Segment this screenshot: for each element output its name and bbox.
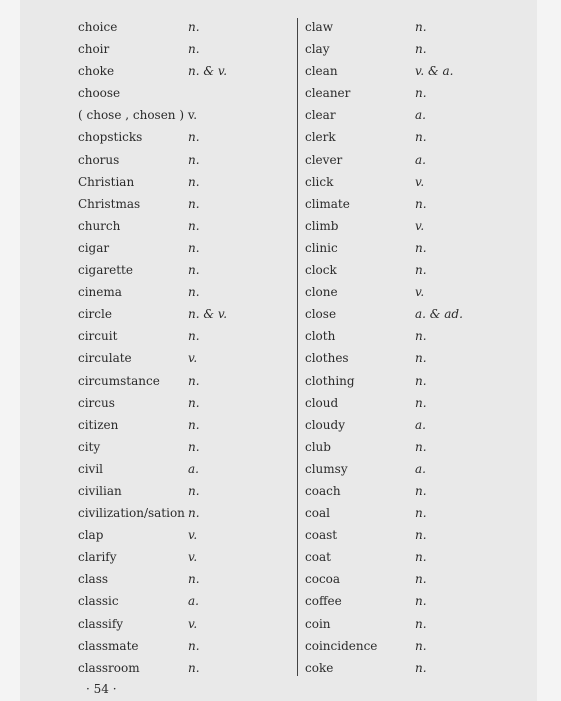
entry-part-of-speech: n. xyxy=(415,20,427,34)
entry-part-of-speech: v. xyxy=(188,528,198,543)
entry-part-of-speech: n. xyxy=(188,439,200,454)
entry-word: chorus xyxy=(78,152,120,167)
entry-part-of-speech: n. xyxy=(188,218,200,233)
entry-word: choice xyxy=(78,20,118,34)
entry-part-of-speech: v. xyxy=(415,218,425,233)
entry-word: coal xyxy=(305,506,330,521)
entry-part-of-speech: n. xyxy=(415,528,427,543)
entry-word: climb xyxy=(305,218,339,233)
entry-word: choir xyxy=(78,42,110,57)
entry-part-of-speech: v. xyxy=(188,351,198,366)
entry-part-of-speech: n. xyxy=(415,395,427,410)
entry-part-of-speech: n. xyxy=(188,417,200,432)
entry-part-of-speech: n. & v. xyxy=(188,64,228,79)
entry-word: civilian xyxy=(78,483,122,498)
entry-word: classmate xyxy=(78,638,139,653)
entry-part-of-speech: n. xyxy=(415,616,427,631)
entry-part-of-speech: a. xyxy=(415,152,426,167)
entry-part-of-speech: n. xyxy=(188,373,200,388)
entry-part-of-speech: a. xyxy=(188,461,199,476)
entry-part-of-speech: n. xyxy=(188,152,200,167)
entry-part-of-speech: n. xyxy=(188,196,200,211)
entry-word: clarify xyxy=(78,550,117,565)
entry-word: clear xyxy=(305,108,336,123)
entry-part-of-speech: n. xyxy=(188,572,200,587)
entry-word: climate xyxy=(305,196,350,211)
entry-part-of-speech: n. xyxy=(188,285,200,300)
entry-part-of-speech: v. xyxy=(188,550,198,565)
entry-part-of-speech: n. xyxy=(415,263,427,278)
entry-word: class xyxy=(78,572,109,587)
entry-word: clinic xyxy=(305,240,338,255)
dictionary-page xyxy=(20,0,537,701)
entry-word: circulate xyxy=(78,351,132,366)
entry-part-of-speech: n. xyxy=(188,483,200,498)
entry-word: clothes xyxy=(305,351,349,366)
entry-part-of-speech: n. xyxy=(415,130,427,145)
entry-word: club xyxy=(305,439,331,454)
entry-word: coast xyxy=(305,528,338,543)
entry-part-of-speech: n. xyxy=(415,42,427,57)
entry-word: coat xyxy=(305,550,331,565)
entry-part-of-speech: n. xyxy=(415,594,427,609)
column-divider xyxy=(297,18,298,676)
entry-word: cinema xyxy=(78,285,122,300)
entry-part-of-speech: n. xyxy=(188,263,200,278)
entry-word: cloth xyxy=(305,329,336,344)
entry-part-of-speech: v. & a. xyxy=(415,64,454,79)
entry-word: classic xyxy=(78,594,119,609)
entry-part-of-speech: n. xyxy=(188,42,200,57)
entry-part-of-speech: n. xyxy=(188,174,200,189)
entry-part-of-speech: n. xyxy=(415,240,427,255)
entry-part-of-speech: a. xyxy=(415,461,426,476)
entry-word: claw xyxy=(305,20,333,34)
entry-word: civil xyxy=(78,461,104,476)
entry-part-of-speech: n. xyxy=(415,329,427,344)
entry-word: circus xyxy=(78,395,115,410)
entry-part-of-speech: n. xyxy=(415,86,427,101)
entry-word: cocoa xyxy=(305,572,341,587)
entry-word: circumstance xyxy=(78,373,160,388)
entry-part-of-speech: a. xyxy=(415,417,426,432)
entry-part-of-speech: n. xyxy=(188,240,200,255)
entry-word: circle xyxy=(78,307,112,322)
entry-word: clone xyxy=(305,285,338,300)
entry-word: ( chose , chosen ) v. xyxy=(78,108,198,123)
entry-word: city xyxy=(78,439,101,454)
entry-part-of-speech: n. xyxy=(188,506,200,521)
entry-part-of-speech: n. xyxy=(415,373,427,388)
entry-word: coffee xyxy=(305,594,342,609)
entry-part-of-speech: n. xyxy=(188,130,200,145)
entry-part-of-speech: n. xyxy=(415,550,427,565)
entry-word: clay xyxy=(305,42,330,57)
entry-word: cloud xyxy=(305,395,339,410)
entry-word: coincidence xyxy=(305,638,378,653)
entry-part-of-speech: n. xyxy=(415,439,427,454)
entry-part-of-speech: n. xyxy=(415,483,427,498)
entry-word: coach xyxy=(305,483,341,498)
entry-word: choke xyxy=(78,64,115,79)
entry-word: clean xyxy=(305,64,338,79)
entry-word: clap xyxy=(78,528,104,543)
entry-part-of-speech: n. xyxy=(415,660,427,675)
entry-word: church xyxy=(78,218,121,233)
entry-part-of-speech: n. xyxy=(188,329,200,344)
entry-word: classroom xyxy=(78,660,140,675)
entry-part-of-speech: n. xyxy=(415,638,427,653)
entry-word: coin xyxy=(305,616,331,631)
entry-word: clumsy xyxy=(305,461,348,476)
entry-part-of-speech: n. xyxy=(415,506,427,521)
entry-part-of-speech: v. xyxy=(415,174,425,189)
entry-word: cleaner xyxy=(305,86,351,101)
entry-part-of-speech: n. xyxy=(415,196,427,211)
entry-part-of-speech: v. xyxy=(188,616,198,631)
entry-word: Christmas xyxy=(78,196,141,211)
entry-word: circuit xyxy=(78,329,118,344)
entry-part-of-speech: a. & ad. xyxy=(415,307,463,322)
entry-part-of-speech: a. xyxy=(188,594,199,609)
entry-part-of-speech: n. xyxy=(415,351,427,366)
entry-part-of-speech: n. xyxy=(188,638,200,653)
entry-word: clever xyxy=(305,152,343,167)
page-number: · 54 · xyxy=(86,682,117,696)
entry-part-of-speech: a. xyxy=(415,108,426,123)
entry-word: clothing xyxy=(305,373,355,388)
entry-word: coke xyxy=(305,660,334,675)
entry-word: cloudy xyxy=(305,417,345,432)
entry-word: cigar xyxy=(78,240,110,255)
entry-word: cigarette xyxy=(78,263,133,278)
entry-word: clerk xyxy=(305,130,336,145)
entry-word: chopsticks xyxy=(78,130,143,145)
entry-word: choose xyxy=(78,86,121,101)
entry-part-of-speech: n. xyxy=(415,572,427,587)
entry-word: Christian xyxy=(78,174,135,189)
entry-word: classify xyxy=(78,616,124,631)
entry-part-of-speech: n. xyxy=(188,395,200,410)
entry-word: clock xyxy=(305,263,337,278)
entry-part-of-speech: n. xyxy=(188,660,200,675)
entry-part-of-speech: n. & v. xyxy=(188,307,228,322)
entry-word: citizen xyxy=(78,417,119,432)
entry-part-of-speech: v. xyxy=(415,285,425,300)
entry-part-of-speech: n. xyxy=(188,20,200,34)
entry-word: close xyxy=(305,307,337,322)
entry-word: click xyxy=(305,174,334,189)
entry-word: civilization/sation xyxy=(78,506,185,521)
